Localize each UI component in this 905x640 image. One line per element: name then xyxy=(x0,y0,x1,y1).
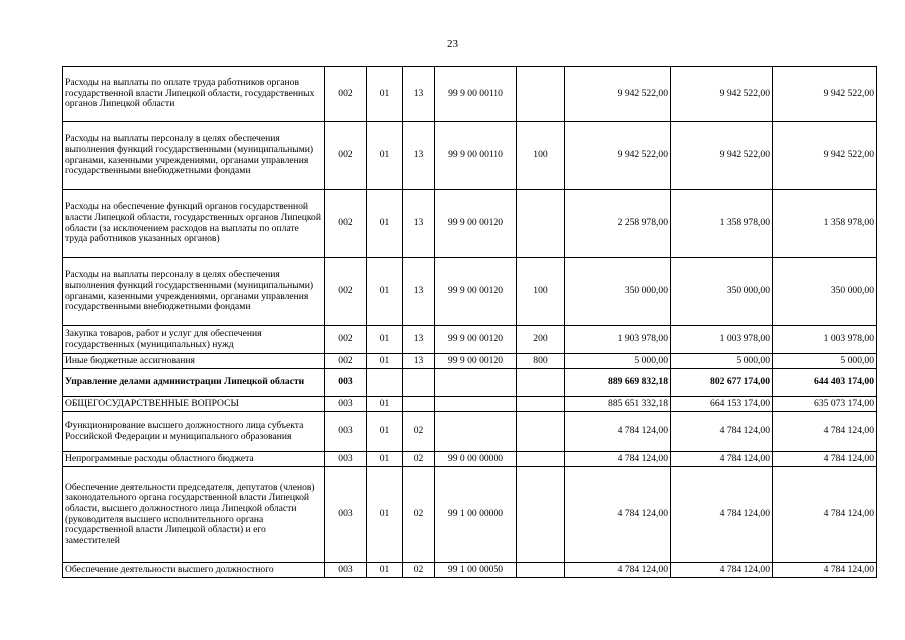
table-row xyxy=(63,563,877,578)
expense-type-code xyxy=(517,412,565,452)
row-name: Обеспечение деятельности председателя, депутатов (членов) законодательного органа государственной власти Липецкой области, высшего должностного лица Липецкой области (руководителя высшего исполнительного органа государственной власти Липецкой области) и его заместителей xyxy=(63,467,325,563)
sum-year-2: 5 000,00 xyxy=(671,354,773,369)
sum-year-1: 889 669 832,18 xyxy=(565,369,671,397)
row-name: ОБЩЕГОСУДАРСТВЕННЫЕ ВОПРОСЫ xyxy=(63,397,325,412)
expense-type-code xyxy=(517,563,565,578)
section-code: 01 xyxy=(367,563,403,578)
section-code: 01 xyxy=(367,122,403,190)
subsection-code xyxy=(403,369,435,397)
table-row xyxy=(63,190,877,258)
subsection-code: 02 xyxy=(403,563,435,578)
section-code: 01 xyxy=(367,67,403,122)
sum-year-3: 1 003 978,00 xyxy=(773,326,877,354)
sum-year-2: 1 358 978,00 xyxy=(671,190,773,258)
sum-year-1: 4 784 124,00 xyxy=(565,452,671,467)
target-article-code: 99 9 00 00120 xyxy=(435,354,517,369)
sum-year-2: 1 003 978,00 xyxy=(671,326,773,354)
sum-year-3: 350 000,00 xyxy=(773,258,877,326)
sum-year-2: 4 784 124,00 xyxy=(671,467,773,563)
subsection-code: 02 xyxy=(403,412,435,452)
target-article-code: 99 0 00 00000 xyxy=(435,452,517,467)
row-name: Расходы на обеспечение функций органов государственной власти Липецкой области, государственных органов Липецкой области (за исключением расходов на выплаты по оплате труда работников указанных органов) xyxy=(63,190,325,258)
subsection-code: 13 xyxy=(403,190,435,258)
ved-code: 002 xyxy=(325,326,367,354)
section-code xyxy=(367,369,403,397)
sum-year-2: 350 000,00 xyxy=(671,258,773,326)
sum-year-3: 4 784 124,00 xyxy=(773,452,877,467)
table-row xyxy=(63,354,877,369)
page-number: 23 xyxy=(447,38,458,50)
expense-type-code xyxy=(517,67,565,122)
subsection-code: 13 xyxy=(403,67,435,122)
target-article-code: 99 1 00 00000 xyxy=(435,467,517,563)
expense-type-code xyxy=(517,190,565,258)
subsection-code: 13 xyxy=(403,326,435,354)
table-row xyxy=(63,369,877,397)
table-row xyxy=(63,258,877,326)
table-row xyxy=(63,326,877,354)
subsection-code: 13 xyxy=(403,122,435,190)
target-article-code: 99 1 00 00050 xyxy=(435,563,517,578)
table-row xyxy=(63,452,877,467)
sum-year-1: 5 000,00 xyxy=(565,354,671,369)
row-name: Иные бюджетные ассигнования xyxy=(63,354,325,369)
sum-year-3: 635 073 174,00 xyxy=(773,397,877,412)
sum-year-1: 4 784 124,00 xyxy=(565,412,671,452)
ved-code: 002 xyxy=(325,190,367,258)
sum-year-1: 2 258 978,00 xyxy=(565,190,671,258)
ved-code: 003 xyxy=(325,563,367,578)
row-name: Обеспечение деятельности высшего должностного xyxy=(63,563,325,578)
row-name: Непрограммные расходы областного бюджета xyxy=(63,452,325,467)
sum-year-1: 4 784 124,00 xyxy=(565,467,671,563)
ved-code: 003 xyxy=(325,467,367,563)
sum-year-2: 4 784 124,00 xyxy=(671,563,773,578)
sum-year-3: 5 000,00 xyxy=(773,354,877,369)
expense-type-code xyxy=(517,397,565,412)
table-row xyxy=(63,412,877,452)
ved-code: 003 xyxy=(325,412,367,452)
section-code: 01 xyxy=(367,190,403,258)
sum-year-1: 9 942 522,00 xyxy=(565,67,671,122)
section-code: 01 xyxy=(367,452,403,467)
row-name: Расходы на выплаты персоналу в целях обеспечения выполнения функций государственными (муниципальными) органами, казенными учреждениями, органами управления государственными внебюджетными фондами xyxy=(63,122,325,190)
section-code: 01 xyxy=(367,354,403,369)
subsection-code: 02 xyxy=(403,452,435,467)
target-article-code xyxy=(435,397,517,412)
sum-year-3: 4 784 124,00 xyxy=(773,412,877,452)
target-article-code: 99 9 00 00120 xyxy=(435,190,517,258)
row-name: Расходы на выплаты персоналу в целях обеспечения выполнения функций государственными (муниципальными) органами, казенными учреждениями, органами управления государственными внебюджетными фондами xyxy=(63,258,325,326)
expense-type-code: 100 xyxy=(517,258,565,326)
sum-year-3: 4 784 124,00 xyxy=(773,563,877,578)
ved-code: 003 xyxy=(325,369,367,397)
table-row xyxy=(63,467,877,563)
sum-year-2: 664 153 174,00 xyxy=(671,397,773,412)
target-article-code xyxy=(435,369,517,397)
sum-year-3: 9 942 522,00 xyxy=(773,67,877,122)
ved-code: 002 xyxy=(325,258,367,326)
table-row xyxy=(63,122,877,190)
sum-year-2: 4 784 124,00 xyxy=(671,452,773,467)
sum-year-2: 9 942 522,00 xyxy=(671,67,773,122)
sum-year-3: 644 403 174,00 xyxy=(773,369,877,397)
ved-code: 002 xyxy=(325,122,367,190)
sum-year-1: 885 651 332,18 xyxy=(565,397,671,412)
sum-year-1: 4 784 124,00 xyxy=(565,563,671,578)
sum-year-3: 9 942 522,00 xyxy=(773,122,877,190)
expense-type-code: 100 xyxy=(517,122,565,190)
subsection-code xyxy=(403,397,435,412)
row-name: Управление делами администрации Липецкой области xyxy=(63,369,325,397)
sum-year-2: 9 942 522,00 xyxy=(671,122,773,190)
ved-code: 003 xyxy=(325,452,367,467)
row-name: Функционирование высшего должностного лица субъекта Российской Федерации и муниципального образования xyxy=(63,412,325,452)
section-code: 01 xyxy=(367,326,403,354)
subsection-code: 02 xyxy=(403,467,435,563)
ved-code: 002 xyxy=(325,354,367,369)
expense-type-code xyxy=(517,452,565,467)
section-code: 01 xyxy=(367,412,403,452)
sum-year-1: 1 903 978,00 xyxy=(565,326,671,354)
target-article-code: 99 9 00 00120 xyxy=(435,258,517,326)
sum-year-1: 9 942 522,00 xyxy=(565,122,671,190)
target-article-code: 99 9 00 00110 xyxy=(435,67,517,122)
expense-type-code xyxy=(517,369,565,397)
ved-code: 002 xyxy=(325,67,367,122)
subsection-code: 13 xyxy=(403,354,435,369)
row-name: Расходы на выплаты по оплате труда работников органов государственной власти Липецкой области, государственных органов Липецкой области xyxy=(63,67,325,122)
section-code: 01 xyxy=(367,397,403,412)
section-code: 01 xyxy=(367,258,403,326)
table-row xyxy=(63,67,877,122)
budget-table xyxy=(62,66,877,578)
expense-type-code: 200 xyxy=(517,326,565,354)
table-row xyxy=(63,397,877,412)
target-article-code: 99 9 00 00110 xyxy=(435,122,517,190)
sum-year-3: 1 358 978,00 xyxy=(773,190,877,258)
target-article-code: 99 9 00 00120 xyxy=(435,326,517,354)
section-code: 01 xyxy=(367,467,403,563)
row-name: Закупка товаров, работ и услуг для обеспечения государственных (муниципальных) нужд xyxy=(63,326,325,354)
ved-code: 003 xyxy=(325,397,367,412)
expense-type-code xyxy=(517,467,565,563)
expense-type-code: 800 xyxy=(517,354,565,369)
subsection-code: 13 xyxy=(403,258,435,326)
sum-year-1: 350 000,00 xyxy=(565,258,671,326)
sum-year-2: 802 677 174,00 xyxy=(671,369,773,397)
sum-year-3: 4 784 124,00 xyxy=(773,467,877,563)
target-article-code xyxy=(435,412,517,452)
sum-year-2: 4 784 124,00 xyxy=(671,412,773,452)
